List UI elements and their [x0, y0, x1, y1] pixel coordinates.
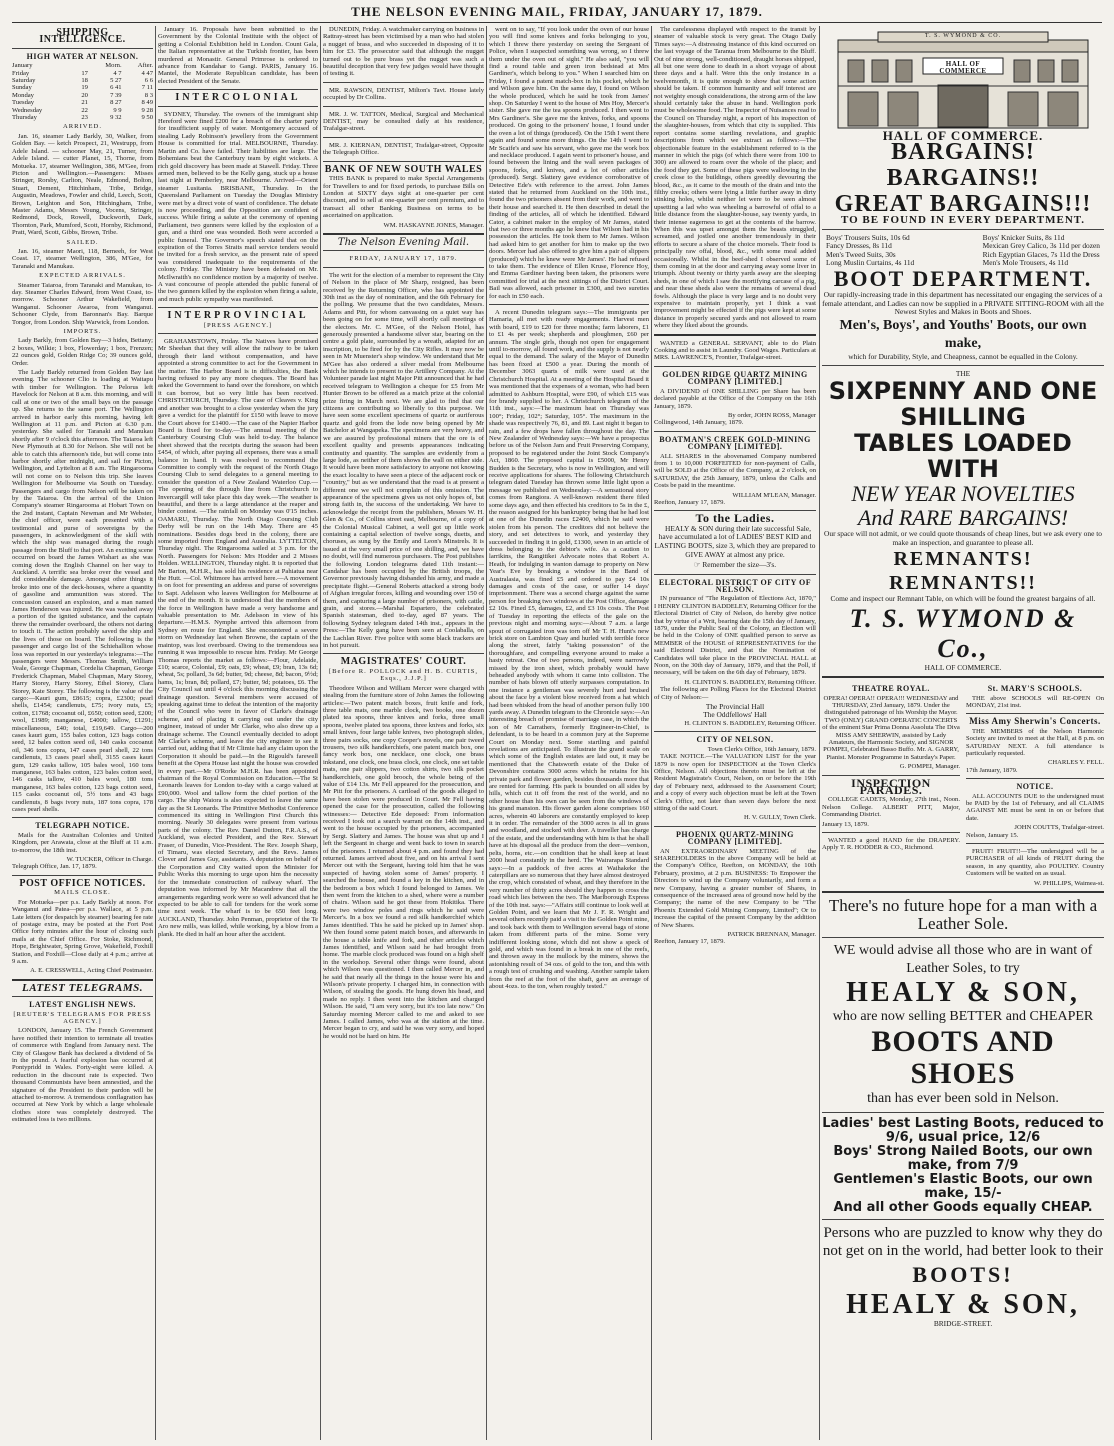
tide-day: Saturday: [12, 77, 36, 85]
tide-day: Monday: [12, 91, 34, 99]
column-divider: [486, 26, 487, 1440]
english-news-text: LONDON, January 15. The French Government have notified their intention to terminate all treaties of commerce with England from January next. The City of Glasgow Bank has declared a dividend of 5s in the pound. A fearful explosion has occurred at Pontypridd in Wales. Forty-eight were killed. A reduction in the discount rate is expected. Two thousand Communists have been amnestied, and the signature of the President to their pardon will be attached to-morrow. A tremendous conflagration has occurred at New York by which a large wholesale clothes store was completely destroyed. The estimated loss is two millions.: [12, 1027, 153, 1124]
tide-date: 19: [81, 84, 88, 92]
phoenix-text: AN EXTRAORDINARY MEETING of the SHAREHOLDERS in the above Company will be held at the Company's Office, Reefton, on MONDAY, the 10th February, proximo, at 2 p.m. BUSINESS: To Empower the Directors to wind up the Company voluntarily, and form a new Company, having a greater number of Shares, in consequence of the increased area of ground now held by the Company; the name of the new Company to be "The Phoenix Extended Gold Mining Company, Limited"; Or to increase the capital of the present Company by the addition of New Shares.: [654, 847, 816, 929]
golden-ridge-text: A DIVIDEND of ONE SHILLING per Share has been declared payable at the Office of the Company on the 16th January, 1879.: [654, 387, 816, 410]
tide-morning: 5 27: [110, 77, 122, 85]
divider: [654, 334, 816, 336]
price-list: [822, 234, 1104, 268]
tide-row: [12, 114, 153, 121]
new-year-heading: NEW YEAR NOVELTIES: [851, 481, 1075, 507]
bank-signature: WM. HASKAYNE JONES, Manager.: [383, 221, 484, 229]
divider: [654, 826, 816, 827]
ladies-best-line: Ladies' best Lasting Boots, reduced to 9/6, usual price, 12/6: [822, 1116, 1104, 1146]
divider: [12, 817, 153, 818]
healy-son-heading: HEALY & SON,: [846, 977, 1080, 1009]
divider: [966, 713, 1104, 714]
paper-title: The Nelson Evening Mail.: [337, 236, 470, 248]
divider: [323, 233, 484, 235]
great-bargains-heading: GREAT BARGAINS!!!: [834, 191, 1092, 218]
advise-text: WE would advise all those who are in want of Leather Soles, to try: [833, 943, 1093, 977]
tide-morning: 9 32: [110, 114, 122, 122]
tide-morning: 9 9: [113, 106, 122, 114]
other-goods-line: And all other Goods equally CHEAP.: [833, 1200, 1093, 1216]
remnants-heading: REMNANTS! REMNANTS!!: [889, 548, 1037, 595]
divider: [158, 307, 318, 308]
ladies-note: [654, 561, 816, 569]
divider: [12, 996, 153, 997]
tide-date: 20: [81, 91, 88, 99]
tide-morning: 8 27: [110, 99, 122, 107]
price-item: Boys' Knicker Suits, 8s 11d: [982, 232, 1065, 242]
dentist-ad-kiernan: MR. J. KIERNAN, DENTIST, Trafalgar-street, Opposite the Telegraph Office.: [323, 141, 484, 157]
divider: [489, 304, 649, 305]
bank-heading: BANK OF NEW SOUTH WALES: [324, 163, 483, 175]
divider: [654, 431, 816, 432]
column-5: [654, 26, 816, 1440]
price-item: Mexican Grey Calico, 3s 11d per dozen: [982, 241, 1100, 251]
than-ever-text: than has ever been sold in Nelson.: [867, 1091, 1059, 1107]
building-illustration: [828, 30, 1098, 130]
tide-afternoon: 4 47: [141, 69, 153, 77]
column-divider: [320, 26, 321, 1440]
divider: [323, 137, 484, 138]
dentist-ad-tatton: MR. J. W. TATTON, Medical, Surgical and Mechanical DENTIST, may be consulted daily at his residence, Trafalgar-street.: [323, 110, 484, 133]
stock-transit-text: The carelessness displayed with respect to the transit by steamer of valuable stock is very great. The Otago Daily Times says:—A distressing instance of this kind occurred on the last voyage of the Taranua from Melbourne to the Bluff. Out of nine strong, well-conditioned, draught horses shipped, all but one were done to death in a short voyage of about three days and a half. Were this the only instance in a twelvemonth, it is quite enough to show that some action should be taken. If common humanity and self interest are not weighty enough considerations, the strong arm of the law should certainly take the abuse in hand. Wellington pork must be wholesome food. The Inspector of Nuisances read to the Council on Thursday night, a report of his inspection of the slaughter-houses, from which that city is supplied. This report contains some startling revelations, and graphic descriptions from which we extract as follows:—The objectionable feature in the establishment referred to is the manner in which the pigs (of which there were from 100 to 300) are allowed to roam over the whole of the place; and the food they get. Some of these pigs were wallowing in the creek close to the buildings, others greedily devouring the blood, &c., as it came to the mouth of the drain and into the filthy creeks; others were lying a little further away in dirty stinking holes, whilst neither let were to be seen almost upsetting a lad who was wheeling a barrowful of offal to a little distance from the slaughter-house, say twenty yards, in their intense eagerness to get at the contents of the barrow. When this was upset amongst them the beasts struggled, screamed, and jostled one another tremendously in their efforts to secure a share of the choice morsels. Their food is principally raw offal, blood, &c., with some meal added occasionally. Whilst in the beef-shed I observed some of them coming in at the door and carrying away some liver in triumph. About twenty or thirty yards away are the sleeping sheds, in one of which I saw the mortifying carcase of a pig, and near these sheds also were the remains of several dead fowls. Although the place is very large and is no doubt very expensive to maintain properly, yet I think a vast improvement might be effected if the pigs were kept at some distance in properly secured yards and not allowed to roam where they liked about the grounds.: [654, 26, 816, 330]
schools-heading: St. MARY'S SCHOOLS.: [987, 684, 1083, 694]
post-office-heading: POST OFFICE NOTICES.: [19, 877, 146, 889]
telegraph-heading: TELEGRAPH NOTICE.: [35, 821, 130, 831]
price-item: Rich Egyptian Glaces, 7s 11d the Dress: [982, 249, 1100, 259]
wymond-subheading: HALL OF COMMERCE.: [924, 662, 1002, 672]
puzzled-text: Persons who are puzzled to know why they do not get on in the world, had better look to their: [822, 1225, 1104, 1260]
notice-signature: JOHN COUTTS, Trafalgar-street.: [1014, 824, 1104, 832]
polling-place: The Oddfellows' Hall: [703, 710, 767, 720]
polling-place: The Provincial Hall: [705, 702, 765, 712]
tide-header-cell: After.: [137, 62, 153, 70]
schools-text: THE above SCHOOLS will RE-OPEN On MONDAY, 21st inst.: [966, 694, 1104, 709]
divider: [822, 676, 1104, 678]
tide-morning: 6 41: [110, 84, 122, 92]
dunedin-text: DUNEDIN, Friday. A watchmaker carrying on business in Rattray-street has been victimised by a man who had stolen a nugget of brass, and who succeeded in disposing of it to him for £3. The prosecutor said that although the nugget turned out to be pure brass yet the nugget was such a beautiful deception that very few judges would have thought of testing it.: [323, 26, 484, 78]
notice-date: Nelson, January 15.: [966, 831, 1019, 839]
column-divider: [155, 26, 156, 1440]
divider: [822, 832, 960, 833]
wanted-drapery-ad: WANTED a good HAND for the DRAPERY. Apply T. R. HODDER & CO., Richmond.: [822, 837, 960, 852]
electoral-signature: H. CLINTON S. BADDELEY, Returning Officer.: [684, 678, 816, 686]
divider: [822, 1112, 1104, 1113]
arrived-heading: ARRIVED.: [63, 123, 102, 131]
parades-date: January 13, 1879.: [822, 820, 869, 828]
interprovincial-text: GRAHAMSTOWN, Friday. The Natives have promised Mr Sheehan that they will allow the railway to be taken through their land without compensation, and have appointed a strong committee to act for the Government in the matter. The Harbor Board is in difficulties, the Bank having refused to pay any more cheques. The Board has asked the Government to hand over the foreshore, on which it can borrow, but so very little has been received. CHRISTCHURCH, Thursday. The case of Cleaves v. King and another was brought to a close yesterday when the jury gave a verdict for the plaintiff for £150 with leave to move the Court above for £1400.—The case of the Napier Harbor Board is fixed for to-day.—The annual meeting of the Canterbury Coursing Club was held to-day. The balance sheet showed that the receipts during the season had been £454, of which, after paying all expenses, there was a small balance in hand. It was resolved to recommend the Committee to comply with the request of the North Otago Coursing Club to send delegates to a general meeting to consider the question of a New Zealand Waterloo Cup.—The opening of the through line from Christchurch to Invercargill will take place this day week.—The weather is beautiful, and there is a large attendance at the reaper and binder contest. —The rainfall on Monday was 0'15 inches. OAMARU, Thursday. The North Otago Coursing Club Derby will be run on the 14th May. There are 45 nominations. Besides dogs bred in the colony, there are some imported from England and Australia. LYTTELTON, Thursday night. The Ringarooma sailed at 3 p.m. for the North. Passengers for Nelson: Mrs Hodder and 2 Misses Holden. WELLINGTON, Thursday night. It is reported that Mr Barton, M.H.R., has sold his residence at Pahiatua near the Hutt. —Col. Whitmore has arrived here.—A movement is on foot for presenting an address and purse of sovereigns to Sapt. Adelsson who leaves Wellington for Melbourne at the end of the month. It is understood that the members of the force in Wellington have made a very handsome and valuable presentation to Mr. Adelsson in view of his departure.—H.M.S. Nymphe arrived this afternoon from Sydney en route for England. She encountered a severe storm on Wednesday last when Browne, the captain of the maintop, was lost overboard. Owing to the tremendous sea running it was impossible to rescue him. Friday. Mr George Thomas reports the market as follows:—Flour, Adelaide, £10; scarce, Colonial, £9; oats, £9; wheat, £9; bran, 13s 6d; wheat, 5s; pollard, 3s 6d; butter, 9d; cheese, 8d; bacon, 9½d; hams, 1s; bran, 8d; pollard, £7; butter, 9d; potatoes, £6. The City Council sat until 4 o'clock this morning discussing the drainage question. Several members were accused of speaking against time to defeat the intention of the majority of the Council who were in favor of Clarke's drainage scheme, and of placing it carrying out under the city engineer, instead of under Mr Clarke, who also drew up a drainage scheme. The Council eventually decided to adopt Mr Clarke's scheme, and leave the city engineer to see it carried out, adding that if Mr Climie had any claim upon the Corporation it should be paid.—In the Rigould's farewell benefit at the Opera House last night the house was crowded in every part.—Mr O'Rorke M.H.R. has been appointed chairman of the Royal Commission on Education.—The St Leonards leaves for London to-day with a cargo valued at £90,000. Wool and tallow form the chief portion of the cargo. The ship Waiora is also expected to leave the same day as the St Leonards. The Primitive Methodist Conference commenced its sitting in Wellington First Church this morning. Nearly 30 delegates were present from various parts of the colony. The Rev. Daniel Dutton, F.R.A.S., of Auckland, was elected President, and the Rev. Stewart Fraser, of Dunedin, Vice-President. The Rev. Joseph Sharp, of Timaru, was elected Secretary, and the Revs. James Clover and James Guy, assistants. A deputation on behalf of the Corporation and City waited upon the Minister for Public Works this morning to urge upon him the necessity for the immediate construction of railway wharf. The deputation was informed by Mr Macandrew that all the arrangements regarding work were so well advanced that he expected to be able to call for tenders for the work some time next week. The wharf is to be 650 feet long. AUCKLAND, Thursday. John Penman, proprietor of the Te Aro new mills, was killed, while working, by a blow from a plank. He died in half an hour after the accident.: [158, 338, 318, 938]
tables-heading: TABLES LOADED WITH: [854, 429, 1072, 484]
price-item: Boys' Trousers Suits, 10s 6d: [826, 232, 910, 242]
golden-ridge-signature: By order, JOHN ROSS, Manager: [727, 411, 816, 419]
divider: [323, 653, 484, 654]
london-news-text: January 16. Proposals have been submitted to the Government by the Colonial Institute with the object of getting a Colonial Exhibition held in London. Count Gala, the Italian representative at the Turkish frontier, has been murdered at Monastir. General Primrose is ordered to advance from Kandahar to Gangi. PARIS, January 16. Mantel, the Moderate Republican candidate, has been elected President of the Senate.: [158, 26, 318, 85]
divider: [822, 229, 1104, 230]
magistrates-heading: MAGISTRATES' COURT.: [340, 656, 467, 668]
price-item: Men's Tweed Suits, 30s: [826, 249, 896, 259]
the-label: THE: [955, 369, 971, 379]
arrived-text: Jan. 16, steamer Lady Barkly, 30, Walker, from Golden Bay. — ketch Prospect, 21, Westrupp, from Adele Island. — schooner May, 21, Turner, from Adele Island. — cutter Planet, 15, Thorne, from Motueka. 17, steamer Wellington, 386, M'Gee, from Picton and Wellington.—Passengers: Misses Stringer, Rorsby, Carlton, Neale, Edmond, Bolton, Stuart, Dement, Hitchinham, Tribe, Bridge, Augustin, Meadows, Fowler and child, Leech, Scott, Brown, Leighton and Son, Hitchingham, Tribe, Master Adams, Messrs Young, Vocens, Stringer, Redmond, Dock, Rowell, Duckworth, Dark, Thornton, Park, Mumford, Scott, Hornby, Richmond, Pratt, Ward, Scott, Gibbs, Brown, Tribe.: [12, 132, 153, 237]
concerts-heading: Miss Amy Sherwin's Concerts.: [969, 716, 1101, 727]
masthead: THE NELSON EVENING MAIL, FRIDAY, JANUARY 17, 1879.: [351, 4, 763, 19]
theatre-ad: [822, 682, 960, 887]
divider: [822, 891, 1104, 893]
every-department: TO BE FOUND IN EVERY DEPARTMENT.: [840, 214, 1086, 227]
price-item: Fancy Dresses, 8s 11d: [826, 241, 892, 251]
intercolonial-heading: INTERCOLONIAL: [175, 92, 301, 104]
tide-row: [12, 84, 153, 91]
tide-afternoon: 8 49: [141, 99, 153, 107]
phoenix-signature: PATRICK BRENNAN, Manager.: [727, 931, 816, 939]
concerts-date: 17th January, 1879.: [966, 766, 1018, 774]
tide-day: Friday: [12, 69, 30, 77]
tide-morning: 7 39: [110, 91, 122, 99]
divider: [323, 106, 484, 107]
dentist-ad-rawson: MR. RAWSON, DENTIST, Milton's Tavt. House lately occupied by Dr Collins.: [323, 86, 484, 102]
tide-day: Tuesday: [12, 99, 35, 107]
tide-row: [12, 70, 153, 77]
masthead-rule: [12, 22, 1102, 23]
boatman-heading: BOATMAN'S CREEK GOLD-MINING COMPANY [LIMITED].: [659, 434, 811, 452]
tide-afternoon: 9 28: [141, 106, 153, 114]
tide-afternoon: 7 11: [141, 84, 153, 92]
divider: [966, 778, 1104, 779]
golden-ridge-date: Collingwood, 14th January, 1879.: [654, 419, 744, 427]
column-2: [158, 26, 318, 1440]
paper-date: FRIDAY, JANUARY 17, 1879.: [349, 255, 458, 263]
notice-heading: NOTICE.: [1016, 782, 1054, 792]
concerts-signature: CHARLES Y. FELL.: [1047, 759, 1104, 767]
tide-row: [12, 92, 153, 99]
boatman-signature: WILLIAM M'LEAN, Manager.: [732, 491, 816, 499]
boatman-text: ALL SHARES in the abovenamed Company numbered from 1 to 10,000 FORFEITED for non-payment of Calls, will be SOLD at the Office of the Company, at 2 o'clock, on SATURDAY, the 25th January, 1879, unless the Calls and Costs be paid in the meantime.: [654, 452, 816, 490]
space-text: Our space will not admit, or we could quote thousands of cheap lines, but we ask every one to make an inspection, and guarantee to please all.: [824, 529, 1102, 547]
boots-shoes-heading: BOOTS AND SHOES: [871, 1025, 1055, 1091]
court-continued-text: went on to say, "If you look under the oven of our house you will find some knives and forks belonging to you, which I threw there yesterday on seeing the Sergeant of Police, when I suspected something was wrong, so I threw them under the oven out of sight." He also said, "you will find a round table and green iron bedstead at Mrs Gardiner's, which belong to you." When I searched him on Friday, I found a patent match-box in his pocket, which he and Wilson gave him. On the same day, I found on Wilson the whole produced, which he said he took from James' shop. On Saturday I went to the house of Mrs Hoy, Mercer's sister. She gave me the tea spoons produced. I then went to Mrs Gardiner's. She gave me the knives, forks, and spoons produced. On going to the prisoners' house, I found under the oven a lot of things (produced). On the 15th I went there again and found some more things. On the 14th I went to Mr Scaife's and saw his servant, who gave me the work box and necklace produced. I again went to prisoner's house, and found between the lining and the wall seven packages of spoons, forks, and knives, and a lot of other articles (produced). Sergt. Slattery gave evidence corroborative of Detective Ede's with reference to the arrest. John James stated that he returned from Auckland on the 10th inst., found the two prisoners absent from their work, and went to their house and searched it. He then described in detail the finding of the articles, all of which he identified. Edward Cator, a cabinet maker in the employ of Mr James, stated that two or three months ago he knew that Wilson had in his possession the articles. He took them to Mr James. Wilson had asked him to get another for him to make up the two doors. Mercer had also offered to give him a pair of slippers (produced) which he knew were Mr James'. He had refused to take them. The evidence of Ellen Kruse, Florence Hoy, and Emma Gardiner having been taken, the prisoners were committed for trial at the next sittings of the District Court. Bail was allowed, each prisoner in £300, and two sureties for each in £50 each.: [489, 26, 649, 300]
telegraph-signature: W. TUCKER, Officer in Charge.: [66, 856, 153, 864]
price-list-left: [826, 234, 914, 268]
polling-signature: H. CLINTON S. BADDELEY, Returning Officer.: [684, 719, 816, 727]
tide-row: [12, 99, 153, 106]
divider: [158, 106, 318, 107]
city-text: TAKE NOTICE.—The VALUATION LIST for the year 1879 is now open for INSPECTION at the Town Clerk's Office, Nelson. All objections thereto must be left at the Resident Magistrate's Court, Nelson, on or before the 19th day of February next, addressed to the Assessment Court; and a copy of every such objection must be left at the Town Clerk's Office, not later than seven days before the next sitting of the said Court.: [654, 753, 816, 812]
ladies-heading: To the Ladies.: [695, 511, 775, 526]
wymond-heading: T. S. WYMOND & Co.,: [849, 603, 1077, 663]
column-divider: [819, 26, 820, 1440]
column-6: [822, 26, 1104, 1440]
ladies-note-text: Remember the size—3's.: [702, 560, 777, 570]
column-3: [323, 26, 484, 1440]
latest-telegrams-heading: LATEST TELEGRAMS.: [22, 981, 143, 994]
column-1: [12, 26, 153, 1440]
divider: [158, 333, 318, 334]
tide-morning: 4 7: [113, 69, 122, 77]
shipping-news-text: The Lady Barkly returned from Golden Bay last evening. The schooner Clio is loading at Waitapu with timber for Wellington. The Pelorus left Havelock for Nelson at 8 a.m. this morning, and will call at one or two of the small bays on the passage up. She returns to the same port. The Wellington arrived in harbor early this morning, having left Wellington at 11 p.m. and Picton at 6.30 p.m. yesterday. She sailed for Taranaki and Manukau shortly after 9 o'clock this afternoon. The Taiaroa left New Plymouth at 8.30 for Nelson. She will not be able to catch this afternoon's tide, but will come into harbor shortly after midnight, and sail for Picton, Wellington, and Lyttelton at 8 a.m. The Ringarooma will not come on to Nelson this trip. She leaves Wellington for Melbourne via South on Tuesday. Passengers and cargo from Nelson will be taken on by the Taiaroa. On the arrival of the Union Company's steamer Ringarooma at Hobart Town on the 2nd instant, Captain Newman and Mr Webster, the chief officer, were each presented with a testimonial and purse of sovereigns by the passengers, in acknowledgment of the skill with which the ship was managed during the rough passage from the Bluff to that port. An exciting scene occurred on board the James Wishart as she was coming down the English Channel on her way to Auckland. A terrific sea broke over the vessel and did considerable damage. Amongst other things it broke into one of the deck-houses, where a quantity of gasoline and ammunition was stored. The concussion caused an explosion, and a man named James Henderson was injured. He was washed away a portion of the ignited substance, and the captain threw the remainder overboard, the others not daring to touch it. The action probably saved the ship and the lives of those on board. The following is the passenger and cargo list of the Schiehallion whose loss was reported in our yesterday's telegrams:—The passengers were Messrs. Thomas Smith, William Veale, George Chapman, Cordelia Chapman, George Frederick Chapman, Mabel Chapman, Mary Storey, Harry Storey, Harry Storey, Ethel Storey, Clara Storey, Kate Storey. The following is the value of the cargo:—Kauri gum, £8615; copra, £2300; pearl shells, £1454; candlenuts, £75; ivory nuts, £5; cotton, £1768; cocoanut oil, £650; cotton seed, £200; wool, £1989; manganese, £4000; tallow, £1291; miscellaneous, £40; total, £19,649. Cargo—200 cases kauri gum, 155 bales cotton, 123 bags cotton seed, 12 bales cotton seed oil, 140 casks cocoanut oil, 346 tons copra, 147 cases pearl shell, 22 tons candlenuts, 13 cases pearl shell, 3155 cases kauri gum, 129 casks tallow, 105 bales wool, 160 tons manganese, 163 bales cotton, 123 bales cotton seed, 146 casks tallow, 410 bales wool, 180 tons manganese, 163 bales cotton, 123 bags cotton seed, 115 casks cocoanut oil, 5½ tons and 43 bags candlenuts, 8 bags ivory nuts, 187 tons copra, 178 cases pearl shells.: [12, 369, 153, 814]
intercolonial-text: SYDNEY, Thursday. The owners of the immigrant ship Hereford were fined £200 for a breach of the charter party for insufficient supply of water. Montgomery accused of stealing Lady Robinson's jewellery from the Government House is committed for trial. MELBOURNE, Thursday. Martin and Co. have failed. Their liabilities are large. The Bohemians beat the Canterbury team by eight wickets. A rich gold discovery has been made at Stawell. Friday. Three armed men, believed to be the Kelly gang, stuck up a house last night at Pemberley, near Melbourne. Arrived—Orient steamer Lusitania. BRISBANE, Thursday. In the Queensland Parliament on Tuesday the Douglas Ministry were met by a direct vote of want of confidence. The debate is now proceeding, and the Opposition are confident of success. While firing a salute at the ceremony of opening Parliament, two gunners were killed by the explosion of a gun, and a third one was wounded. Both were accorded a public funeral. The Governor's speech stated that on the expiration of the Torres Straits mail service tenders would be invited for a fresh service, as the present rate of speed was considered inadequate to the requirements of the colony. Friday. The Ministry have been defeated on Mr. McIlwraith's no confidence motion by a majority of twelve. A vast concourse of people attended the public funeral of the two gunners killed by the explosion when firing a salute, and much public sympathy was manifested.: [158, 110, 318, 303]
bargains-heading: BARGAINS! BARGAINS!!: [886, 139, 1040, 192]
editorial-text: The writ for the election of a member to represent the City of Nelson in the place of Mr Sharp, resigned, has been received by the Returning Officer, who has appointed the 30th inst as the day of nomination, and the 6th February for the polling. We presume that the two candidates, Messrs. Adams and Pitt, for whom canvassing on a quiet way has been going on for some time, will shortly call meetings of the electors. Mr. C. M'Gee, of the Nelson Hotel, has generously presented a handsome silver star, bearing on the centre a gold plate, surrounded by a wreath, adapted for an inscription, to be fired for by the City Rifles. It may now be seen in Mr Muenster's shop window. We understand that Mr M'Gee has also ordered a silver medal from Melbourne which he intends to present to the Artillery Company. At the Volunteer parade last night Major Pitt announced that he had received telegram to Wellington a cheque for £5 from Mr Hunter Brown to be offered as a match prize at the colonial prize firing in March next. We are glad to find that our citizens are contributing so liberally to this purpose. We have seen some excellent specimens of quartz or auriferous quartz and gold from the lode now being opened by Mr Batchelor at Wangapeka. The specimens are very heavy, and we are assured by professional miners that the ore is of excellent quality and presents appearances indicating continuity and quantity. The samples are evidently from a large lode, as neither of them shows the wall on either side. It would have been more satisfactory to anyone not knowing the exact locality to have seen a piece of the adjacent rock or "country," but as we understand that the road is at present a different one we will not complain of this omission. The appearance of the specimens gives us not only hopes of, but strong faith in, the success of the undertaking. We have to acknowledge the receipt from the publishers, Messrs W. H. Glen & Co., of Collins street east, Melbourne, of a copy of the Colonial Musical Cabinet, a well got up little work containing a capital selection of twelve songs, duetts, and choruses, as sung by the Emily and Leon's Minstrels. It is issued at the very small price of one shilling, and, we have no doubt, will find numerous purchasers. The Post publishes the following London telegrams dated 11th instant:—Candahar has been occupied by the British troops, the Governor previously having disbanded his army, and made a precipitate flight.—General Roberts attacked a strong body of Afghan irregular forces, killing and wounding over 150 of them, and capturing a large number of prisoners, with cattle, grain, and stores.—Marshal Espartero, the celebrated Spanish statesman, died to-day, aged 87 years. The following Sydney telegram dated 14th inst., appears in the Press:—The Kelly gang have been seen at Coolaballa, on the Lachlan River. Five police with some black trackers are in hot pursuit.: [323, 271, 484, 650]
divider: [12, 875, 153, 876]
tide-afternoon: 9 50: [141, 114, 153, 122]
boot-department-text: Our rapidly-increasing trade in this department has necessitated our engaging the services of a female attendant, and Ladies can now be supplied in a PRIVATE SITTING-ROOM with all the Newest Styles and Makes in Boots and Shoes.: [822, 290, 1104, 317]
engraving-top-sign: T. S. WYMOND & CO.: [924, 33, 1002, 39]
tide-date: 17: [81, 69, 88, 77]
imports-text: Lady Barkly, from Golden Bay—3 hides, Bettany; 2 boxes, Wilkie; 1 box, Flowerday; 1 box, Frenzen; 22 ounces gold, Golden Ridge Co; 39 ounces gold, Order.: [12, 337, 153, 367]
sailed-heading: SAILED.: [66, 238, 99, 246]
magistrates-subheading: [Before R. POLLOCK and H. B. CURTIS, Esqs., J.J.P.]: [328, 667, 479, 683]
phoenix-heading: PHOENIX QUARTZ-MINING COMPANY [LIMITED].: [676, 829, 794, 847]
electoral-text: IN pursuance of "The Regulation of Elections Act, 1870," I HENRY CLINTON BADDELEY, Returning Officer for the Electoral District of City of Nelson, do hereby give notice that by virtue of a Writ, bearing date the 15th day of January, 1879, under the Public Seal of the Colony, an Election will be held in the Colony of ONE qualified person to serve as MEMBER of the HOUSE of REPRESENTATIVES for the said Electoral District, and that the Nomination of Candidates will take place in the PROVINCIAL HALL at Noon, on the 30th day of January, 1879, and that the Poll, if necessary, will be taken on the 6th day of February, 1879.: [654, 595, 816, 677]
electoral-heading: ELECTORAL DISTRICT OF CITY OF NELSON.: [658, 577, 812, 594]
theatre-heading: THEATRE ROYAL.: [852, 684, 930, 694]
city-signature: H. V. GULLY, Town Clerk.: [743, 814, 816, 822]
hall-heading: HALL OF COMMERCE.: [882, 128, 1044, 143]
concerts-text: THE MEMBERS of the Nelson Harmonic Society are invited to meet at the Hall, at 8 p.m. on SATURDAY NEXT. A full attendance is particularly requested.: [966, 727, 1104, 757]
divider: [822, 1219, 1104, 1220]
telegraph-text: Mails for the Australian Colonies and United Kingdom, per Arawata, close at the Bluff at 11 a.m. to-morrow, the 18th inst.: [12, 831, 153, 854]
mails-close-heading: MAILS CLOSE.: [54, 889, 111, 897]
general-news-text: A recent Dunedin telegram says:—The immigrants per Hamaria, all met with ready engagements. Harvest men with board, £19 to £20 for three months; farm laborers, £1 to £1 4s per week; shepherds and ploughmen, £60 per annum. The single girls, though not open for engagement until to-morrow, all found work, and the supply is not nearly equal to the demand. The salary of the Mayor of Dunedin has been fixed at £500 a year. During the month of December 3063 quarts of milk were used at the Christchurch Hospital. At a meeting of the Hospital Board it was mentioned that the expenses of a woman, who had been admitted to Ashburn Hospital, were £90, of which £15 was for brandy supplied to her. A Christchurch telegram of the 11th inst., says:—The maximum heat on Thursday was 100°; Friday, 102°; Saturday, 105°. The maximum in the shade was respectively 76, 81, and 89. Last night it began to rain, and a few drops have fallen throughout the day. The New Zealander of Wednesday says:—We have a prospectus before us of the Nelson Jam and Fruit Preserving Company, proposed to be registered under the Joint Stock Company's Act, 1860. The proposed capital is £5000, Mr Henry Budden is the Secretary, who is now in Wellington, and will receive applications for shares. The following Christchurch telegram dated Tuesday has thrown some little light upon a message we published on Wednesday:—A sensational story comes from Rangiora. A well-known resident there filed some days ago, and then effected his creditors to 5s in the £, the reason assigned for his bankruptcy being that he had lost at one of the Dunedin races £2400, which he said were stolen from his person. The creditors did not believe the story, and set detectives to work, and yesterday they succeeded in finding it in gold, £1300, sewn in an article of dress belonging to the debtor's wife. As a caution to larrikins, the Rangitikei Advocate notes that Robert A. Heath, for indulging in wanton damage to property on New Year's Eve by breaking a window in the Band of Australasia, was fined £5 and ordered to pay £4 10s damages and costs of the case, or suffer 14 days' imprisonment. There was a second charge against the same person for breaking two windows at the Post Office, damage £2 10s. Fined £5, damages, £2, and £3 10s costs. The Post of Tuesday in reporting the effects of the gale on the previous night and morning says:—About 7 a.m. a large spout of corrugated iron was torn off Mr T. H. Hunt's new brick store on Lambton Quay and hurled with terrible force along the street, fairly "taking possession" of the thoroughfare, and compelling everyone around to make a hasty retreat. One of two persons, indeed, were narrowly missed by the iron sheet, which probably would have beheaded anybody with whom it came into collision. The number of hats blown off utterly surpasses computation. In one instance a gentleman was severely hurt and bruised about the face by a violent blow received from a hat which had been whisked from the head of another person fully 100 yards away. A Dunedin telegram to the Chronicle says:—An interesting breach of promise of marriage case, in which the son of Mr Carrathers, formerly Engineer-in-Chief, is defendant, is to be heard in a common jury at the Supreme Court on Monday next. Some startling and painful revelations are anticipated. To illustrate the grand scale on which some of the English estates are laid out, it may be mentioned that the Chatsworth estate of the Duke of Devonshire contains 3000 acres which he retains for his private park and flower garden, besides thousands more that are rented for farming. His park is bounded on all sides by hills, which cut it off from the rest of the world, and no other house than his own can be seen from the windows of his grand mansion. His flower garden alone comprises 160 acres, wherein 40 laborers are constantly employed to keep it in order. The remainder of the 3000 acres is all in grass and woodland, and stocked with deer. A traveller has charge of the estate, and the understanding with him is that he shall have at his disposal all the produce from the deer—venison, pelts, horns, etc.—on condition that he shall keep at least 2000 head constantly in the herd. The Wairarapa Standard says:—In a paddock of five acres at Waihakeke the caterpillars are so numerous that they have almost destroyed the crop, which consisted of wheat, and they therefore in the very number of thirty acres should they happen to cross the road which lies between the two. The Marlborough Express of the 10th inst. says:—"Affairs still continue to look well at Golden Point, and we learn that Mr J. F. R. Wright and several others recently paid a visit to the Golden Point mine, and took back with them to Wellington several bags of stone taken from different parts of the mine. Some very indifferent looking stone, which did not show a speck of gold, and which was found in a break in one of the reefs, and thrown away in the mullock by the miners, shows the astonishing result of 34 ozs. of gold to the ton, and this with a rough test of crushing and washing. Another sample taken from the reef at the foot of the shaft, gave an average of about 4ozs. to the ton, when roughly tested.": [489, 309, 649, 990]
post-office-text: For Motueka—per p.s. Lady Barkly at noon. For Wanganui and Patea—per p.s. Wallace, at 5 p.m. Late letters (for despatch by steamer) bearing fee rate of postage extra, may be posted at the Fort Post Office forty minutes after the hour of closing such mails at the Chief Office. For Stoke, Richmond, Hope, Brightwater, Spring Grove, Wakefield, Foxhill Station, and Foxhill—Close daily at 4 p.m.; arrive at 9 a.m.: [12, 898, 153, 965]
parades-text: COLLEGE CADETS, Monday, 27th inst., Noon. Nelson College. ALBERT PITT, Major, Commanding District.: [822, 796, 960, 819]
post-office-signature: A. E. CRESSWELL, Acting Chief Postmaster.: [30, 967, 153, 975]
boatman-date: Reefton, January 17, 1879.: [654, 498, 726, 506]
schools-ad: [966, 682, 1104, 887]
tide-row: [12, 107, 153, 114]
selling-text: who are now selling BETTER and CHEAPER: [832, 1009, 1094, 1025]
remnants-text: Come and inspect our Remnant Table, on which will be found the greatest bargains of all.: [830, 594, 1096, 604]
theatre-signature: G. POMPEI, Manager.: [899, 763, 960, 771]
shipping-heading: SHIPPING INTELLIGENCE.: [39, 27, 126, 46]
boots-exclaim: BOOTS!: [912, 1262, 1014, 1288]
divider: [654, 574, 816, 575]
column-divider: [651, 26, 652, 1440]
high-water-heading: HIGH WATER AT NELSON.: [26, 51, 139, 61]
bank-text: THIS BANK is prepared to make Special Arrangements for Travellers to and for fixed periods, to purchase Bills on London at SIXTY days sight at one-quarter per cent discount, and to sell at one-quarter per cent premium, and to transact all other Banking Business on terms to be ascertained on application.: [323, 175, 484, 220]
price-list-right: [983, 234, 1100, 268]
mens-boots-subline: which for Durability, Style, and Cheapness, cannot be equalled in the Colony.: [848, 351, 1078, 361]
divider: [966, 843, 1104, 844]
tide-date: 21: [81, 99, 88, 107]
fruit-ad: FRUIT! FRUIT!!—The undersigned will be a PURCHASER of all kinds of FRUIT during the season, in any quantity, also POULTRY. Country Customers will be waited on as usual.: [966, 848, 1104, 878]
gentlemen-line: Gentlemen's Elastic Boots, our own make, 15/-: [833, 1172, 1093, 1202]
latest-english-heading: LATEST ENGLISH NEWS.: [29, 1000, 136, 1010]
mens-boots-line: Men's, Boys', and Youths' Boots, our own make,: [839, 317, 1087, 351]
tide-table: [12, 62, 153, 121]
divider: [822, 365, 1104, 366]
divider: [654, 731, 816, 732]
interprovincial-heading: INTERPROVINCIAL: [167, 310, 309, 322]
magistrates-text: Theodore Wilson and William Mercer were charged with stealing from the furniture store of John James the following articles:—Two patent match boxes, fruit knife and fork, three table mats, one marble clock, two books, one dozen plated tea spoons, three knives and forks, three small spoons, twelve plated tea spoons, three knives and forks, six small knives, four large table knives, two photograph slides, three pairs socks, one copy Cooper's novels, one pair tweed trousers, two silk handkerchiefs, one patent match box, one fancy work box, one necklace, one clock, one brass inkstand, one clock, one brass clock, one clock, one set table mats, one pair slippers, two cotton shirts, two silk pocket handkerchiefs, one gold brooch, the whole being of the value of £14 13s. Mr Fell appeared for the prosecution, and Mr Pitt for the prisoners. A cartload of the goods alleged to have been stolen were produced in Court. Mr Fell having opened the case for the prosecution, called the following witnesses:— Detective Ede deposed: From information received I took out a search warrant on the 14th inst., and went to the house occupied by the prisoners, accompanied by Sergt. Slattery and James. The house was shut up and I left the Sergeant in charge and went back to town in search of the prisoners. I returned about 4 p.m. and found they had returned. James arrived about five, and on his arrival I sent Mercer out with the Sergeant, having told him that he was suspected of having stolen some of James' property. I searched the house, and found a key in the kitchen, and in the bedroom a box which I found belonged to James. We then went from the kitchen to a shed, where were a number of chairs. Wilson said he got these from Hokitika. There were two window poles and rings which he said were Mercer's. In a box we found a red silk handkerchief which James identified. This he said he picked up in James' shop. We then found some patent match boxes, and afterwards in the house a table knife and fork, and other articles which James identified, and Wilson said he had brought from home. The marble clock produced was found on a high shelf in the workshop. Several other things were found, about which Wilson was questioned. I then called Mercer in, and he said that nearly all the things in the house were his and Wilson's private property. I charged him, in connection with Wilson, of stealing the goods. He hung down his head, and made no reply. I then went into the kitchen and charged Wilson. He said, "I am very sorry, but it's too late now." On Saturday morning Mercer called to me and asked to see James. I called James, who was at the station at the time. Mercer began to cry, and said he was very sorry, and hoped he would not be hard on him. He: [323, 684, 484, 1040]
divider: [323, 161, 484, 162]
divider: [654, 366, 816, 367]
theatre-text: OPERA! OPERA!! OPERA!!! WEDNESDAY and THURSDAY, 23rd January, 1879. Under the distinguished patronage of his Worship the Mayor. TWO (ONLY) GRAND OPERATIC CONCERTS of the eminent Star Prima Donna Assoluta The Diva MISS AMY SHERWIN, assisted by Lady Amateurs, the Harmonic Society, and SIGNOR POMPEI, Celebrated Basso Buffo. Mr. A. GARRY, Pianist. Monster Programme in Saturday's Paper.: [822, 694, 960, 761]
tide-afternoon: 6 6: [144, 77, 153, 85]
press-agency-line: [PRESS AGENCY.]: [203, 321, 273, 329]
golden-ridge-heading: GOLDEN RIDGE QUARTZ MINING COMPANY [LIMITED.]: [662, 369, 808, 387]
bridge-street: BRIDGE-STREET.: [933, 1319, 993, 1329]
divider: [158, 89, 318, 90]
reuter-line: [REUTER'S TELEGRAMS FOR PRESS AGENCY.]: [13, 1010, 152, 1025]
telegraph-date: Telegraph Office, Jan. 17, 1879.: [12, 863, 97, 871]
fruit-signature: W. PHILLIPS, Waimea-st.: [1034, 879, 1104, 887]
tide-date: 23: [81, 114, 88, 122]
divider: [822, 937, 1104, 938]
boys-strong-line: Boys' Strong Nailed Boots, our own make, from 7/9: [833, 1144, 1093, 1174]
expected-text: Steamer Taiaroa, from Taranaki and Manukau, to-day. Steamer Charles Edward, from West Coast, to-morrow. Schooner Arthur Wakefield, from Wanganui. Schooner Awaroa, from Wanganui. Schooner Clyde, from Baronnan's Bay. Barque Tongor, from London. Ship Warwick, from London.: [12, 281, 153, 326]
tide-afternoon: 8 3: [144, 91, 153, 99]
parades-heading: INSPECTION PARADES.: [851, 775, 931, 797]
city-date: Town Clerk's Office, 16th January, 1879.: [707, 745, 816, 753]
divider: [323, 82, 484, 83]
tide-header-cell: Morn.: [105, 62, 122, 70]
price-item: Men's Mole Trousers, 4s 11d: [982, 258, 1069, 268]
divider: [323, 267, 484, 268]
tide-row: [12, 77, 153, 84]
column-4: [489, 26, 649, 1440]
tide-header-row: [12, 62, 153, 69]
tide-date: 22: [81, 106, 88, 114]
tide-date: 18: [81, 77, 88, 85]
divider: [323, 250, 484, 251]
sailed-text: Jan. 16, steamer Maori, 118, Berneeh, for West Coast. 17, steamer Wellington, 386, M'Gee, for Taranaki and Manukau.: [12, 247, 153, 270]
sixpenny-heading: SIXPENNY AND ONE SHILLING: [828, 377, 1098, 432]
expected-heading: EXPECTED ARRIVALS.: [39, 272, 126, 280]
divider: [12, 48, 153, 49]
tide-header-cell: January: [12, 62, 33, 70]
no-future-heading: There's no future hope for a man with a Leather Sole.: [828, 896, 1098, 934]
engraving-sign: HALL OF COMMERCE: [939, 60, 987, 76]
boot-department-heading: BOOT DEPARTMENT.: [833, 266, 1093, 292]
tide-day: Sunday: [12, 84, 32, 92]
healy-son-final: HEALY & SON,: [846, 1289, 1080, 1321]
tide-day: Wednesday: [12, 106, 43, 114]
city-heading: CITY OF NELSON.: [696, 735, 774, 745]
notice-text: ALL ACCOUNTS DUE to the undersigned must be PAID by the 1st of February, and all CLAIMS AGAINST ME must be sent in on or before that date.: [966, 792, 1104, 822]
polling-text: The following are Polling Places for the Electoral District of City of Nelson:—: [654, 686, 816, 701]
hall-engraving: [828, 30, 1098, 130]
servant-wanted-ad: WANTED a GENERAL SERVANT, able to do Plain Cooking and to assist in Laundry. Good Wages. Particulars at MRS. LAWRENCE'S, Frontier, Trafalgar-street.: [654, 339, 816, 362]
price-item: Long Muslin Curtains, 4s 11d: [826, 258, 915, 268]
tide-day: Thursday: [12, 114, 37, 122]
phoenix-date: Reefton, January 17, 1879.: [654, 938, 726, 946]
rare-bargains-heading: And RARE BARGAINS!: [857, 505, 1069, 531]
ladies-text: HEALY & SON during their late successful Sale, have accumulated a lot of LADIES' BEST KID and LASTING BOOTS, size 3, which they are prepared to GIVE AWAY at almost any price.: [654, 523, 816, 559]
imports-heading: IMPORTS.: [63, 328, 102, 336]
small-ads-row: [822, 682, 1104, 887]
pointing-hand-icon: ☞: [693, 560, 703, 570]
divider: [12, 979, 153, 981]
